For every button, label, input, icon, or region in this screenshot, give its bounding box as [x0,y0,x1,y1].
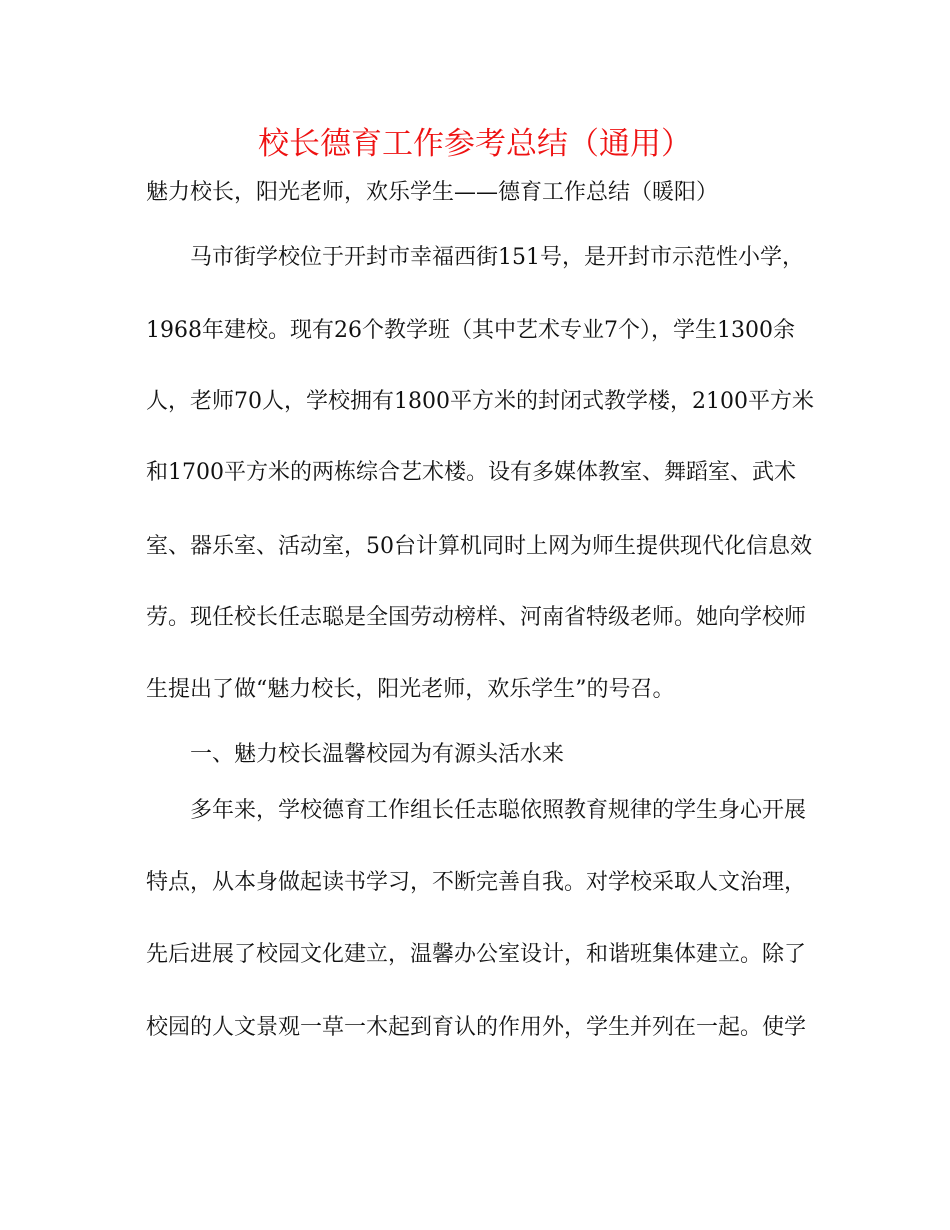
body-line-3: 人，老师70人，学校拥有1800平方米的封闭式教学楼，2100平方米 [146,389,814,414]
body-line-9: 特点，从本身做起读书学习，不断完善自我。对学校采取人文治理， [146,870,807,895]
body-line-11: 校园的人文景观一草一木起到育认的作用外，学生并列在一起。使学 [146,1015,807,1040]
body-line-4: 和1700平方米的两栋综合艺术楼。设有多媒体教室、舞蹈室、武术 [146,460,796,485]
body-line-6: 劳。现任校长任志聪是全国劳动榜样、河南省特级老师。她向学校师 [146,605,807,630]
document-subtitle: 魅力校长，阳光老师，欢乐学生——德育工作总结（暖阳） [146,180,719,205]
body-line-1: 马市街学校位于开封市幸福西街151号，是开封市示范性小学， [190,245,804,270]
body-line-2: 1968年建校。现有26个教学班（其中艺术专业7个），学生1300余 [146,318,795,343]
body-line-5: 室、器乐室、活动室，50台计算机同时上网为师生提供现代化信息效 [146,534,812,559]
section-heading-1: 一、魅力校长温馨校园为有源头活水来 [190,742,565,767]
body-line-8: 多年来，学校德育工作组长任志聪依照教育规律的学生身心开展 [190,798,807,823]
body-line-10: 先后进展了校园文化建立，温馨办公室设计，和谐班集体建立。除了 [146,942,807,967]
document-title: 校长德育工作参考总结（通用） [258,126,692,162]
body-line-7: 生提出了做“魅力校长，阳光老师，欢乐学生”的号召。 [146,677,675,702]
